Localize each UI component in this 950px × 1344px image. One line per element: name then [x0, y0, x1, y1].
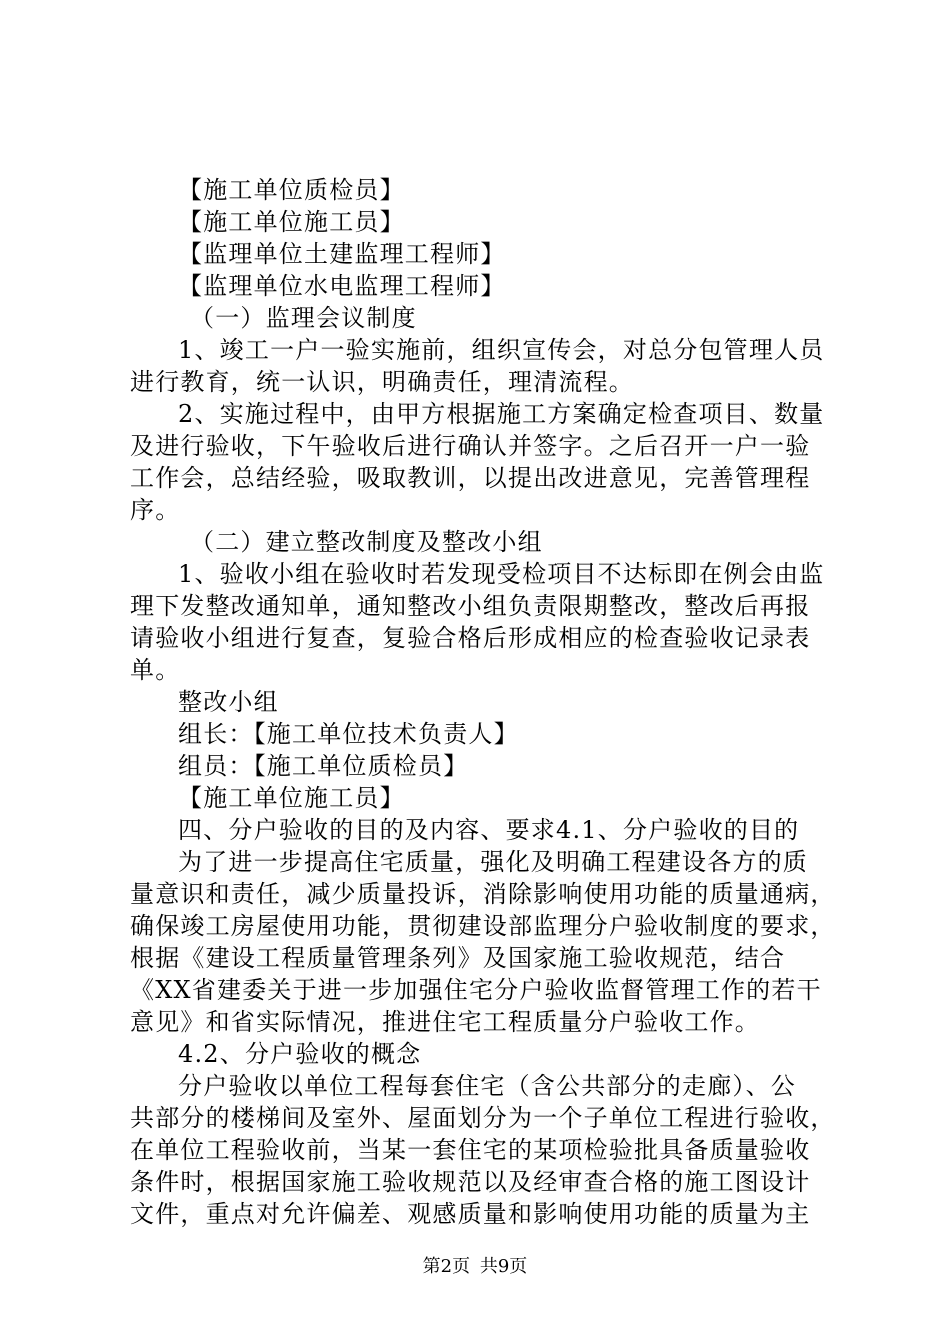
text-line: 及进行验收，下午验收后进行确认并签字。之后召开一户一验	[130, 432, 811, 460]
text-line: 请验收小组进行复查，复验合格后形成相应的检查验收记录表	[130, 624, 811, 652]
text-line: 1、验收小组在验收时若发现受检项目不达标即在例会由监	[178, 560, 825, 588]
text-line: 【施工单位质检员】	[178, 176, 405, 204]
text-line: 确保竣工房屋使用功能，贯彻建设部监理分户验收制度的要求，	[130, 912, 836, 940]
text-line: 【施工单位施工员】	[178, 208, 405, 236]
section-heading: 4.2、分户验收的概念	[178, 1040, 422, 1068]
text-line: 整改小组	[178, 688, 279, 716]
text-line: 分户验收以单位工程每套住宅（含公共部分的走廊）、公	[178, 1072, 796, 1100]
text-line: 条件时，根据国家施工验收规范以及经审查合格的施工图设计	[130, 1168, 811, 1196]
text-line: 在单位工程验收前，当某一套住宅的某项检验批具备质量验收	[130, 1136, 811, 1164]
text-line: 进行教育，统一认识，明确责任，理清流程。	[130, 368, 634, 396]
text-line: 组员：【施工单位质检员】	[178, 752, 469, 780]
page-number: 第2页	[422, 1256, 471, 1277]
text-line: 序。	[130, 496, 181, 524]
text-line: 2、实施过程中，由甲方根据施工方案确定检查项目、数量	[178, 400, 825, 428]
section-heading: （二）建立整改制度及整改小组	[190, 528, 543, 556]
text-line: 意见》和省实际情况，推进住宅工程质量分户验收工作。	[130, 1008, 760, 1036]
text-line: 1、竣工一户一验实施前，组织宣传会，对总分包管理人员	[178, 336, 825, 364]
text-line: 工作会，总结经验，吸取教训，以提出改进意见，完善管理程	[130, 464, 811, 492]
text-line: 《XX省建委关于进一步加强住宅分户验收监督管理工作的若干	[130, 976, 822, 1004]
text-line: 【监理单位土建监理工程师】	[178, 240, 506, 268]
text-line: 量意识和责任，减少质量投诉，消除影响使用功能的质量通病，	[130, 880, 836, 908]
text-line: 共部分的楼梯间及室外、屋面划分为一个子单位工程进行验收，	[130, 1104, 836, 1132]
text-line: 理下发整改通知单，通知整改小组负责限期整改，整改后再报	[130, 592, 811, 620]
document-body	[130, 174, 836, 1230]
text-line: 文件，重点对允许偏差、观感质量和影响使用功能的质量为主	[130, 1200, 811, 1228]
section-heading: 四、分户验收的目的及内容、要求4.1、分户验收的目的	[178, 816, 800, 844]
text-line: 组长：【施工单位技术负责人】	[178, 720, 519, 748]
page-total: 共9页	[479, 1256, 528, 1277]
page-footer	[0, 1255, 950, 1279]
text-line: 【施工单位施工员】	[178, 784, 405, 812]
text-line: 为了进一步提高住宅质量，强化及明确工程建设各方的质	[178, 848, 808, 876]
text-line: 【监理单位水电监理工程师】	[178, 272, 506, 300]
section-heading: （一）监理会议制度	[190, 304, 417, 332]
text-line: 根据《建设工程质量管理条列》及国家施工验收规范，结合	[130, 944, 786, 972]
text-line: 单。	[130, 656, 181, 684]
